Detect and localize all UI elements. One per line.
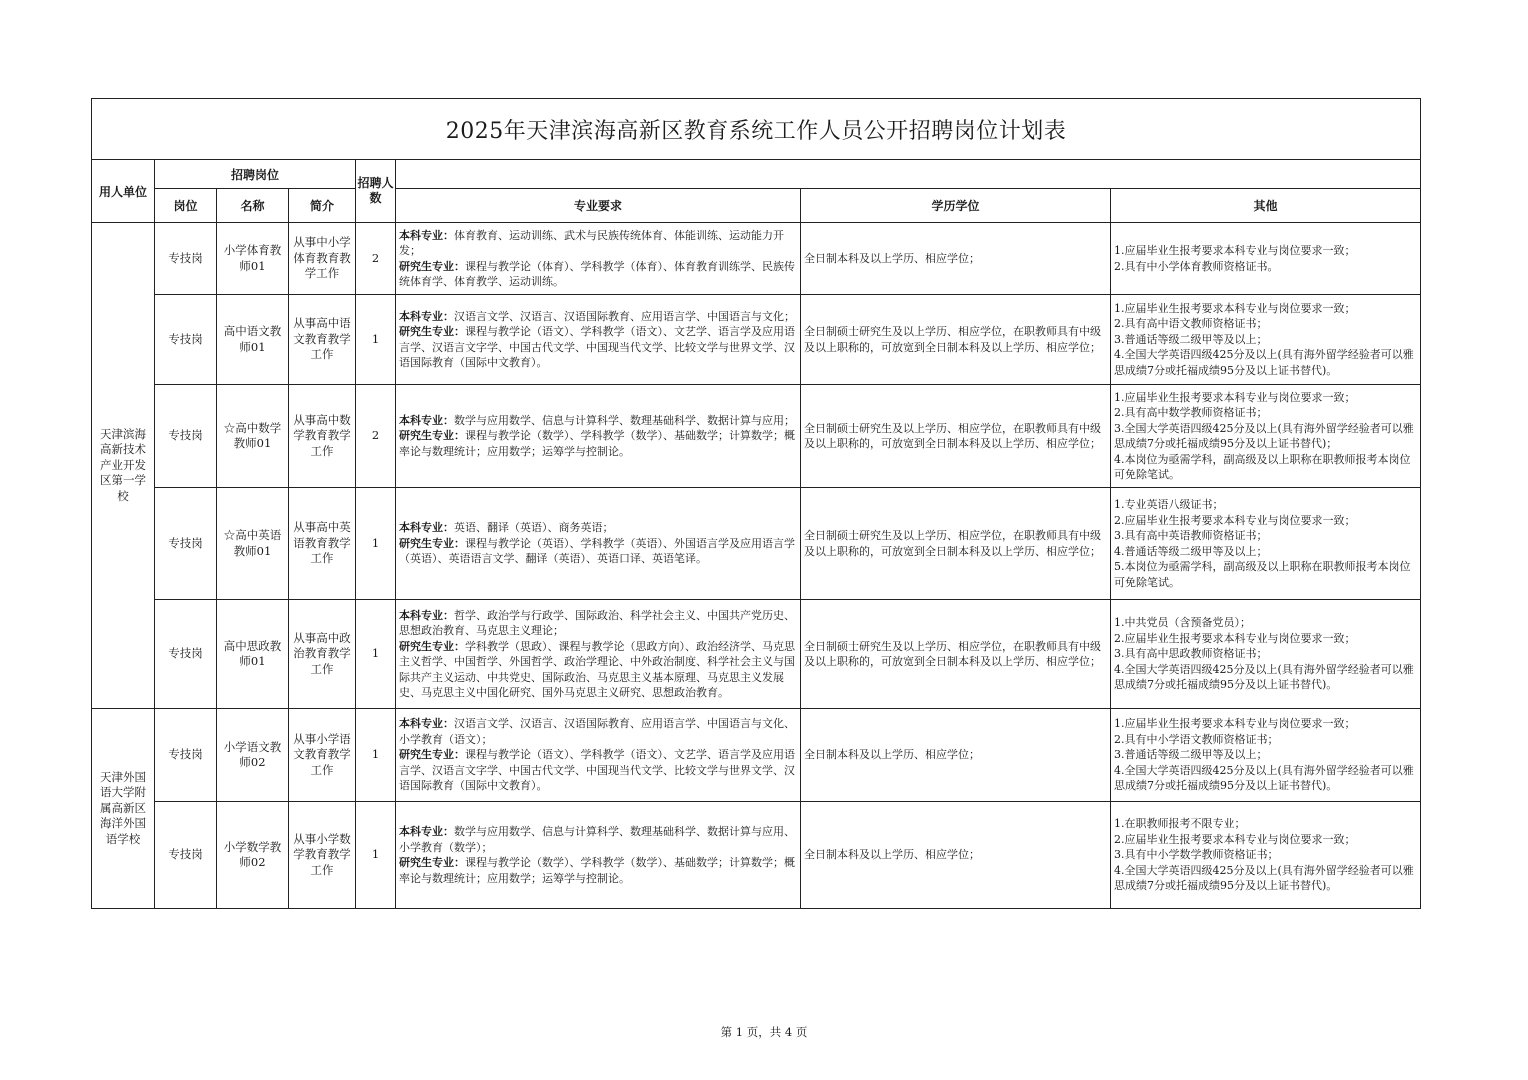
major-requirements-cell	[396, 488, 801, 600]
post-name-cell: 小学语文教师02	[217, 709, 289, 802]
header-intro: 简介	[289, 189, 356, 223]
grad-label: 研究生专业：	[399, 639, 465, 653]
other-requirement-item: 3.普通话等级二级甲等及以上；	[1114, 332, 1268, 346]
count-cell: 2	[356, 223, 396, 295]
header-count: 招聘人数	[356, 160, 396, 223]
header-post: 岗位	[155, 189, 217, 223]
undergrad-label: 本科专业：	[399, 309, 454, 323]
other-requirement-item: 2.应届毕业生报考要求本科专业与岗位要求一致；	[1114, 513, 1356, 527]
table-row	[92, 802, 1421, 909]
table-row	[92, 223, 1421, 295]
undergrad-label: 本科专业：	[399, 608, 454, 622]
undergrad-majors: 英语、翻译（英语）、商务英语；	[454, 521, 614, 535]
degree-cell: 全日制硕士研究生及以上学历、相应学位，在职教师具有中级及以上职称的，可放宽到全日制本科及以上学历、相应学位；	[801, 385, 1111, 488]
other-requirement-item: 4.全国大学英语四级425分及以上(具有海外留学经验者可以雅思成绩7分或托福成绩95分及以上证书替代)。	[1114, 863, 1414, 893]
other-requirement-item: 5.本岗位为亟需学科，副高级及以上职称在职教师报考本岗位可免除笔试。	[1114, 560, 1411, 589]
count-cell: 1	[356, 600, 396, 709]
post-type-cell: 专技岗	[155, 488, 217, 600]
grad-majors: 课程与教学论（体育）、学科教学（体育）、体育教育训练学、民族传统体育学、体育教学、运动训练。	[399, 259, 795, 288]
undergrad-majors: 数学与应用数学、信息与计算科学、数理基础科学、数据计算与应用；	[454, 413, 795, 427]
undergrad-majors: 哲学、政治学与行政学、国际政治、科学社会主义、中国共产党历史、思想政治教育、马克思主义理论；	[399, 608, 795, 637]
grad-majors: 学科教学（思政）、课程与教学论（思政方向）、政治经济学、马克思主义哲学、中国哲学、外国哲学、政治学理论、中外政治制度、科学社会主义与国际共产主义运动、中共党史、国际政治、马克思主义基本原理、马克思主义发展史、马克思主义中国化研究、国外马克思主义研究、思想政治教育。	[399, 639, 795, 699]
post-name-cell: 小学体育教师01	[217, 223, 289, 295]
other-requirement-item: 2.具有中小学体育教师资格证书。	[1114, 259, 1279, 273]
other-requirement-item: 3.具有高中思政教师资格证书；	[1114, 647, 1268, 661]
other-requirement-item: 1.应届毕业生报考要求本科专业与岗位要求一致；	[1114, 301, 1356, 315]
degree-cell: 全日制本科及以上学历、相应学位；	[801, 802, 1111, 909]
recruitment-plan-table	[91, 98, 1421, 909]
undergrad-label: 本科专业：	[399, 717, 454, 731]
post-name-cell: ☆高中英语教师01	[217, 488, 289, 600]
other-requirement-item: 1.在职教师报考不限专业；	[1114, 817, 1246, 831]
unit-cell: 天津滨海高新技术产业开发区第一学校	[92, 223, 155, 709]
header-unit: 用人单位	[92, 160, 155, 223]
other-requirement-item: 1.中共党员（含预备党员）；	[1114, 616, 1251, 630]
other-requirements-cell	[1111, 709, 1421, 802]
table-row	[92, 488, 1421, 600]
other-requirements-cell	[1111, 385, 1421, 488]
other-requirements-cell	[1111, 802, 1421, 909]
undergrad-majors: 数学与应用数学、信息与计算科学、数理基础科学、数据计算与应用、小学教育（数学）；	[399, 825, 795, 854]
header-recruit-post: 招聘岗位	[155, 160, 356, 189]
grad-majors: 课程与教学论（英语）、学科教学（英语）、外国语言学及应用语言学（英语）、英语语言文学、翻译（英语）、英语口译、英语笔译。	[399, 536, 795, 566]
undergrad-majors: 体育教育、运动训练、武术与民族传统体育、体能训练、运动能力开发；	[399, 228, 784, 257]
post-intro-cell: 从事高中英语教育教学工作	[289, 488, 356, 600]
count-cell: 1	[356, 802, 396, 909]
undergrad-label: 本科专业：	[399, 228, 454, 242]
undergrad-majors: 汉语言文学、汉语言、汉语国际教育、应用语言学、中国语言与文化；	[454, 309, 795, 323]
post-name-cell: 高中思政教师01	[217, 600, 289, 709]
other-requirement-item: 1.应届毕业生报考要求本科专业与岗位要求一致；	[1114, 390, 1356, 404]
grad-majors: 课程与教学论（语文）、学科教学（语文）、文艺学、语言学及应用语言学、汉语言文字学、中国古代文学、中国现当代文学、比较文学与世界文学、汉语国际教育（国际中文教育）。	[399, 748, 795, 793]
table-body	[92, 223, 1421, 909]
post-type-cell: 专技岗	[155, 600, 217, 709]
other-requirement-item: 4.全国大学英语四级425分及以上(具有海外留学经验者可以雅思成绩7分或托福成绩95分及以上证书替代)。	[1114, 763, 1414, 793]
other-requirements-cell	[1111, 488, 1421, 600]
count-cell: 1	[356, 295, 396, 385]
post-type-cell: 专技岗	[155, 709, 217, 802]
other-requirements-cell	[1111, 600, 1421, 709]
post-type-cell: 专技岗	[155, 385, 217, 488]
other-requirement-item: 1.专业英语八级证书；	[1114, 498, 1224, 511]
grad-majors: 课程与教学论（数学）、学科教学（数学）、基础数学；计算数学；概率论与数理统计；应用数学；运筹学与控制论。	[399, 429, 795, 458]
other-requirement-item: 4.本岗位为亟需学科，副高级及以上职称在职教师报考本岗位可免除笔试。	[1114, 452, 1411, 481]
other-requirement-item: 1.应届毕业生报考要求本科专业与岗位要求一致；	[1114, 244, 1356, 257]
undergrad-label: 本科专业：	[399, 825, 454, 838]
grad-label: 研究生专业：	[399, 536, 465, 550]
other-requirement-item: 4.普通话等级二级甲等及以上；	[1114, 544, 1268, 558]
other-requirement-item: 2.具有高中数学教师资格证书；	[1114, 406, 1268, 419]
other-requirement-item: 4.全国大学英语四级425分及以上(具有海外留学经验者可以雅思成绩7分或托福成绩95分及以上证书替代)。	[1114, 662, 1414, 692]
major-requirements-cell	[396, 709, 801, 802]
header-other: 其他	[1111, 189, 1421, 223]
grad-label: 研究生专业：	[399, 325, 465, 338]
table-row	[92, 709, 1421, 802]
major-requirements-cell	[396, 600, 801, 709]
degree-cell: 全日制本科及以上学历、相应学位；	[801, 709, 1111, 802]
other-requirement-item: 1.应届毕业生报考要求本科专业与岗位要求一致；	[1114, 717, 1356, 731]
degree-cell: 全日制硕士研究生及以上学历、相应学位，在职教师具有中级及以上职称的，可放宽到全日制本科及以上学历、相应学位；	[801, 600, 1111, 709]
table-row	[92, 295, 1421, 385]
degree-cell: 全日制硕士研究生及以上学历、相应学位，在职教师具有中级及以上职称的，可放宽到全日制本科及以上学历、相应学位；	[801, 295, 1111, 385]
post-intro-cell: 从事高中数学教育教学工作	[289, 385, 356, 488]
header-degree: 学历学位	[801, 189, 1111, 223]
page-footer: 第 1 页，共 4 页	[720, 1025, 808, 1039]
table-row	[92, 600, 1421, 709]
major-requirements-cell	[396, 385, 801, 488]
post-type-cell: 专技岗	[155, 802, 217, 909]
post-type-cell: 专技岗	[155, 295, 217, 385]
post-intro-cell: 从事小学语文教育教学工作	[289, 709, 356, 802]
other-requirement-item: 2.具有高中语文教师资格证书；	[1114, 317, 1268, 331]
other-requirement-item: 2.具有中小学语文教师资格证书；	[1114, 732, 1279, 746]
major-requirements-cell	[396, 295, 801, 385]
unit-cell: 天津外国语大学附属高新区海洋外国语学校	[92, 709, 155, 909]
major-requirements-cell	[396, 223, 801, 295]
table-title: 2025年天津滨海高新区教育系统工作人员公开招聘岗位计划表	[92, 99, 1421, 160]
post-intro-cell: 从事中小学体育教育教学工作	[289, 223, 356, 295]
post-type-cell: 专技岗	[155, 223, 217, 295]
undergrad-majors: 汉语言文学、汉语言、汉语国际教育、应用语言学、中国语言与文化、小学教育（语文）；	[399, 717, 795, 746]
grad-majors: 课程与教学论（语文）、学科教学（语文）、文艺学、语言学及应用语言学、汉语言文字学、中国古代文学、中国现当代文学、比较文学与世界文学、汉语国际教育（国际中文教育）。	[399, 325, 795, 369]
other-requirements-cell	[1111, 295, 1421, 385]
grad-label: 研究生专业：	[399, 748, 465, 762]
other-requirement-item: 4.全国大学英语四级425分及以上(具有海外留学经验者可以雅思成绩7分或托福成绩95分及以上证书替代)。	[1114, 348, 1414, 377]
table-row	[92, 385, 1421, 488]
post-intro-cell: 从事小学数学教育教学工作	[289, 802, 356, 909]
count-cell: 1	[356, 709, 396, 802]
other-requirement-item: 3.普通话等级二级甲等及以上；	[1114, 748, 1268, 762]
post-name-cell: 高中语文教师01	[217, 295, 289, 385]
header-spacer	[396, 160, 1421, 189]
header-major: 专业要求	[396, 189, 801, 223]
other-requirement-item: 3.全国大学英语四级425分及以上(具有海外留学经验者可以雅思成绩7分或托福成绩95分及以上证书替代)；	[1114, 421, 1414, 450]
post-name-cell: 小学数学教师02	[217, 802, 289, 909]
post-intro-cell: 从事高中政治教育教学工作	[289, 600, 356, 709]
major-requirements-cell	[396, 802, 801, 909]
other-requirements-cell	[1111, 223, 1421, 295]
grad-majors: 课程与教学论（数学）、学科教学（数学）、基础数学；计算数学；概率论与数理统计；应用数学；运筹学与控制论。	[399, 856, 795, 885]
undergrad-label: 本科专业：	[399, 521, 454, 535]
count-cell: 1	[356, 488, 396, 600]
header-name: 名称	[217, 189, 289, 223]
undergrad-label: 本科专业：	[399, 413, 454, 427]
other-requirement-item: 3.具有高中英语教师资格证书；	[1114, 529, 1268, 542]
post-name-cell: ☆高中数学教师01	[217, 385, 289, 488]
recruitment-table-sheet	[91, 98, 1420, 909]
post-intro-cell: 从事高中语文教育教学工作	[289, 295, 356, 385]
count-cell: 2	[356, 385, 396, 488]
other-requirement-item: 2.应届毕业生报考要求本科专业与岗位要求一致；	[1114, 631, 1356, 645]
other-requirement-item: 3.具有中小学数学教师资格证书；	[1114, 848, 1279, 862]
other-requirement-item: 2.应届毕业生报考要求本科专业与岗位要求一致；	[1114, 832, 1356, 846]
grad-label: 研究生专业：	[399, 259, 465, 273]
grad-label: 研究生专业：	[399, 856, 465, 869]
degree-cell: 全日制硕士研究生及以上学历、相应学位，在职教师具有中级及以上职称的，可放宽到全日制本科及以上学历、相应学位；	[801, 488, 1111, 600]
grad-label: 研究生专业：	[399, 429, 465, 443]
degree-cell: 全日制本科及以上学历、相应学位；	[801, 223, 1111, 295]
